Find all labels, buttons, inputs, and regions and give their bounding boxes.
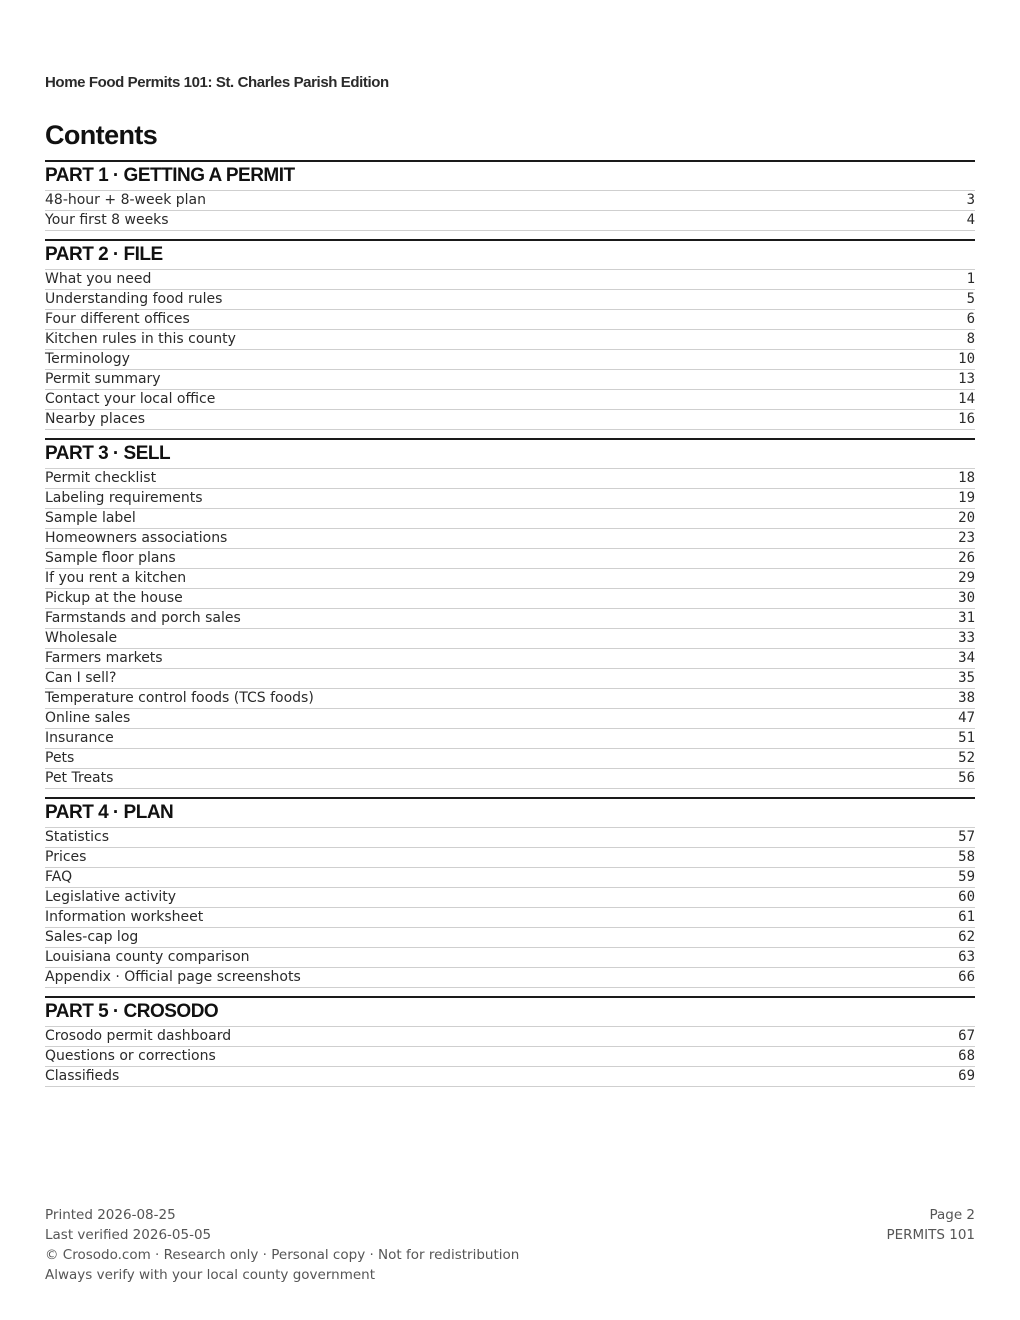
toc-entry-label: Information worksheet bbox=[45, 909, 204, 925]
toc-entry[interactable] bbox=[45, 569, 975, 589]
toc-entry[interactable] bbox=[45, 669, 975, 689]
toc-entry-page: 47 bbox=[958, 710, 975, 726]
toc-entry-page: 3 bbox=[966, 192, 975, 208]
toc-entry[interactable] bbox=[45, 310, 975, 330]
part-heading: PART 2 · FILE bbox=[45, 239, 975, 270]
toc-entry-page: 1 bbox=[966, 271, 975, 287]
toc-entry-page: 34 bbox=[958, 650, 975, 666]
document-header: Home Food Permits 101: St. Charles Parish Edition bbox=[45, 74, 389, 91]
toc-entry[interactable] bbox=[45, 270, 975, 290]
toc-entry-label: 48-hour + 8-week plan bbox=[45, 192, 206, 208]
toc-entry-page: 67 bbox=[958, 1028, 975, 1044]
verify-note: Always verify with your local county government bbox=[45, 1267, 375, 1283]
footer-left bbox=[45, 1205, 519, 1285]
toc-entry[interactable] bbox=[45, 729, 975, 749]
toc-entry-label: If you rent a kitchen bbox=[45, 570, 187, 586]
toc-entry-page: 56 bbox=[958, 770, 975, 786]
toc-entry[interactable] bbox=[45, 350, 975, 370]
printed-date: Printed 2026-08-25 bbox=[45, 1207, 176, 1223]
toc-entry[interactable] bbox=[45, 290, 975, 310]
footer-right bbox=[886, 1205, 975, 1245]
toc-entry-label: Contact your local office bbox=[45, 391, 216, 407]
toc-entry[interactable] bbox=[45, 968, 975, 988]
toc-entry-page: 4 bbox=[966, 212, 975, 228]
toc-entry[interactable] bbox=[45, 1067, 975, 1087]
toc-entry-page: 23 bbox=[958, 530, 975, 546]
toc-entry[interactable] bbox=[45, 649, 975, 669]
toc-entry-label: Permit checklist bbox=[45, 470, 157, 486]
toc-entry-label: Prices bbox=[45, 849, 87, 865]
part-heading: PART 3 · SELL bbox=[45, 438, 975, 469]
toc-entry[interactable] bbox=[45, 629, 975, 649]
toc-entry-label: What you need bbox=[45, 271, 152, 287]
toc-entry-label: Permit summary bbox=[45, 371, 161, 387]
toc-entry-label: Pickup at the house bbox=[45, 590, 183, 606]
toc-entry-page: 38 bbox=[958, 690, 975, 706]
toc-entry-label: Sample floor plans bbox=[45, 550, 176, 566]
toc-entry[interactable] bbox=[45, 589, 975, 609]
copyright-notice: © Crosodo.com · Research only · Personal copy · Not for redistribution bbox=[45, 1247, 520, 1263]
toc-entry[interactable] bbox=[45, 211, 975, 231]
toc-entry-page: 26 bbox=[958, 550, 975, 566]
table-of-contents bbox=[45, 160, 975, 1095]
toc-entry[interactable] bbox=[45, 469, 975, 489]
toc-entry-label: Farmers markets bbox=[45, 650, 163, 666]
toc-entry[interactable] bbox=[45, 410, 975, 430]
toc-entry[interactable] bbox=[45, 848, 975, 868]
toc-entry[interactable] bbox=[45, 370, 975, 390]
toc-entry-page: 62 bbox=[958, 929, 975, 945]
toc-entry[interactable] bbox=[45, 769, 975, 789]
toc-entry-label: Sales-cap log bbox=[45, 929, 139, 945]
toc-part bbox=[45, 160, 975, 231]
toc-entry[interactable] bbox=[45, 948, 975, 968]
toc-entry-label: Pets bbox=[45, 750, 75, 766]
toc-entry-page: 20 bbox=[958, 510, 975, 526]
toc-entry-label: Statistics bbox=[45, 829, 109, 845]
toc-entry[interactable] bbox=[45, 828, 975, 848]
toc-entry[interactable] bbox=[45, 888, 975, 908]
page-number: Page 2 bbox=[929, 1207, 975, 1223]
contents-title: Contents bbox=[45, 120, 158, 150]
toc-entry-page: 35 bbox=[958, 670, 975, 686]
toc-entry-label: Labeling requirements bbox=[45, 490, 203, 506]
toc-entry-label: Questions or corrections bbox=[45, 1048, 216, 1064]
part-heading: PART 1 · GETTING A PERMIT bbox=[45, 160, 975, 191]
toc-entry-page: 13 bbox=[958, 371, 975, 387]
toc-entry-page: 6 bbox=[966, 311, 975, 327]
last-verified-date: Last verified 2026-05-05 bbox=[45, 1227, 212, 1243]
toc-entry-page: 5 bbox=[966, 291, 975, 307]
toc-entry-page: 68 bbox=[958, 1048, 975, 1064]
toc-entry-label: Understanding food rules bbox=[45, 291, 223, 307]
toc-entry[interactable] bbox=[45, 191, 975, 211]
toc-entry-label: Insurance bbox=[45, 730, 114, 746]
toc-entry-label: FAQ bbox=[45, 869, 73, 885]
toc-entry[interactable] bbox=[45, 529, 975, 549]
toc-part bbox=[45, 438, 975, 789]
toc-entry-page: 14 bbox=[958, 391, 975, 407]
toc-entry-label: Farmstands and porch sales bbox=[45, 610, 241, 626]
part-heading: PART 5 · CROSODO bbox=[45, 996, 975, 1027]
toc-entry[interactable] bbox=[45, 330, 975, 350]
toc-entry-page: 51 bbox=[958, 730, 975, 746]
toc-entry-page: 33 bbox=[958, 630, 975, 646]
toc-entry-label: Your first 8 weeks bbox=[45, 212, 169, 228]
toc-entry-label: Homeowners associations bbox=[45, 530, 228, 546]
toc-entry[interactable] bbox=[45, 1047, 975, 1067]
toc-entry-page: 63 bbox=[958, 949, 975, 965]
toc-entry-label: Can I sell? bbox=[45, 670, 117, 686]
toc-entry-label: Four different offices bbox=[45, 311, 190, 327]
toc-entry[interactable] bbox=[45, 868, 975, 888]
toc-entry[interactable] bbox=[45, 549, 975, 569]
toc-entry[interactable] bbox=[45, 509, 975, 529]
toc-entry-label: Crosodo permit dashboard bbox=[45, 1028, 232, 1044]
toc-entry-page: 29 bbox=[958, 570, 975, 586]
toc-entry[interactable] bbox=[45, 689, 975, 709]
toc-entry-page: 61 bbox=[958, 909, 975, 925]
toc-entry-label: Online sales bbox=[45, 710, 131, 726]
toc-entry-page: 57 bbox=[958, 829, 975, 845]
toc-entry[interactable] bbox=[45, 489, 975, 509]
toc-entry-page: 52 bbox=[958, 750, 975, 766]
toc-entry-page: 58 bbox=[958, 849, 975, 865]
toc-part bbox=[45, 996, 975, 1087]
toc-entry-page: 66 bbox=[958, 969, 975, 985]
toc-entry-label: Appendix · Official page screenshots bbox=[45, 969, 301, 985]
toc-entry-page: 30 bbox=[958, 590, 975, 606]
toc-entry-label: Sample label bbox=[45, 510, 136, 526]
toc-entry-label: Legislative activity bbox=[45, 889, 177, 905]
toc-entry[interactable] bbox=[45, 928, 975, 948]
toc-entry[interactable] bbox=[45, 908, 975, 928]
toc-entry-label: Kitchen rules in this county bbox=[45, 331, 236, 347]
toc-entry-page: 8 bbox=[966, 331, 975, 347]
toc-entry[interactable] bbox=[45, 609, 975, 629]
toc-entry-page: 18 bbox=[958, 470, 975, 486]
toc-entry[interactable] bbox=[45, 390, 975, 410]
document-code: PERMITS 101 bbox=[886, 1227, 975, 1243]
toc-entry[interactable] bbox=[45, 1027, 975, 1047]
toc-entry-label: Wholesale bbox=[45, 630, 118, 646]
toc-entry-label: Louisiana county comparison bbox=[45, 949, 250, 965]
toc-entry-label: Nearby places bbox=[45, 411, 146, 427]
toc-entry-label: Classifieds bbox=[45, 1068, 120, 1084]
toc-entry-page: 16 bbox=[958, 411, 975, 427]
toc-entry-page: 19 bbox=[958, 490, 975, 506]
toc-entry-label: Pet Treats bbox=[45, 770, 114, 786]
toc-entry[interactable] bbox=[45, 709, 975, 729]
toc-entry-label: Temperature control foods (TCS foods) bbox=[45, 690, 314, 706]
toc-entry-page: 31 bbox=[958, 610, 975, 626]
toc-entry-label: Terminology bbox=[45, 351, 130, 367]
toc-entry-page: 10 bbox=[958, 351, 975, 367]
toc-entry-page: 59 bbox=[958, 869, 975, 885]
toc-part bbox=[45, 239, 975, 430]
toc-part bbox=[45, 797, 975, 988]
toc-entry-page: 60 bbox=[958, 889, 975, 905]
toc-entry-page: 69 bbox=[958, 1068, 975, 1084]
part-heading: PART 4 · PLAN bbox=[45, 797, 975, 828]
toc-entry[interactable] bbox=[45, 749, 975, 769]
